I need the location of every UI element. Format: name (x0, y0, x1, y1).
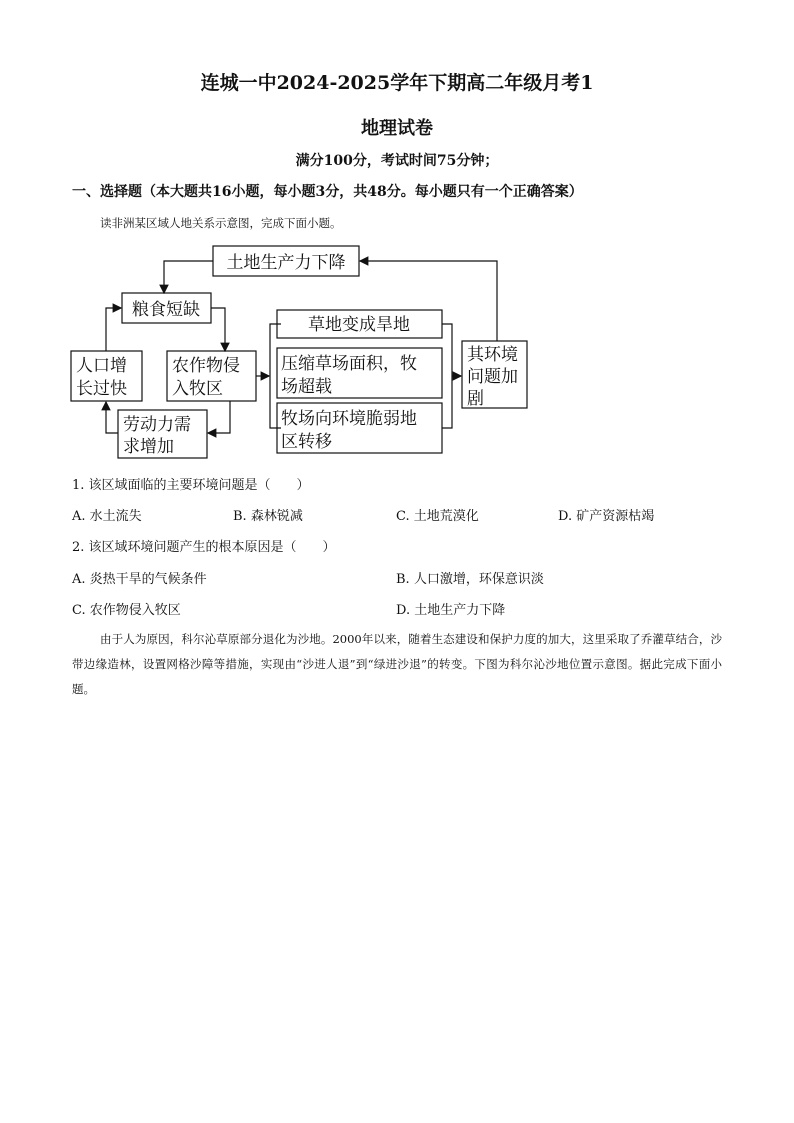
passage-text: 由于人为原因，科尔沁草原部分退化为沙地。2000年以来，随着生态建设和保护力度的加大，这里采取了乔灌草结合，沙带边缘造林，设置网格沙障等措施，实现由“沙进人退”到“绿进沙退”的转变。下图为科尔沁沙地位置示意图。据此完成下面小题。 (72, 632, 722, 696)
label-pasture-1: 牧场向环境脆弱地 (281, 409, 417, 429)
label-compress-2: 场超载 (281, 377, 332, 397)
label-crops-2: 入牧区 (172, 379, 223, 399)
question-1-option-b[interactable]: B. 森林锐减 (233, 509, 303, 524)
label-env-2: 问题加 (467, 367, 518, 387)
question-1-stem: 1. 该区域面临的主要环境问题是（ ） (72, 478, 310, 493)
label-labor-1: 劳动力需 (123, 415, 191, 435)
label-population-1: 人口增 (76, 356, 127, 376)
question-1-option-d[interactable]: D. 矿产资源枯竭 (558, 509, 655, 524)
label-compress-1: 压缩草场面积，牧 (281, 354, 417, 374)
label-env-3: 剧 (467, 389, 484, 409)
label-population-2: 长过快 (76, 379, 127, 399)
question-2-option-d[interactable]: D. 土地生产力下降 (396, 603, 506, 618)
question-2-option-c[interactable]: C. 农作物侵入牧区 (72, 603, 181, 618)
exam-meta: 满分100分，考试时间75分钟； (295, 153, 499, 169)
section-heading: 一、选择题（本大题共16小题，每小题3分，共48分。每小题只有一个正确答案） (72, 184, 583, 200)
human-land-relationship-diagram (60, 240, 560, 457)
question-1-option-c[interactable]: C. 土地荒漠化 (396, 509, 479, 524)
exam-title: 连城一中2024-2025学年下期高二年级月考1 (200, 72, 594, 94)
label-productivity: 土地生产力下降 (226, 253, 346, 273)
label-labor-2: 求增加 (123, 437, 174, 457)
label-env-1: 其环境 (467, 345, 518, 365)
label-pasture-2: 区转移 (281, 432, 332, 452)
question-2-option-b[interactable]: B. 人口激增，环保意识淡 (396, 572, 544, 587)
question-1-option-a[interactable]: A. 水土流失 (72, 509, 142, 524)
label-crops-1: 农作物侵 (172, 356, 240, 376)
question-2-stem: 2. 该区域环境问题产生的根本原因是（ ） (72, 540, 336, 555)
label-food: 粮食短缺 (132, 300, 200, 320)
exam-subject: 地理试卷 (361, 118, 433, 139)
section-intro: 读非洲某区域人地关系示意图，完成下面小题。 (100, 216, 342, 230)
question-2-option-a[interactable]: A. 炎热干旱的气候条件 (72, 572, 207, 587)
label-grassland: 草地变成旱地 (308, 315, 410, 335)
